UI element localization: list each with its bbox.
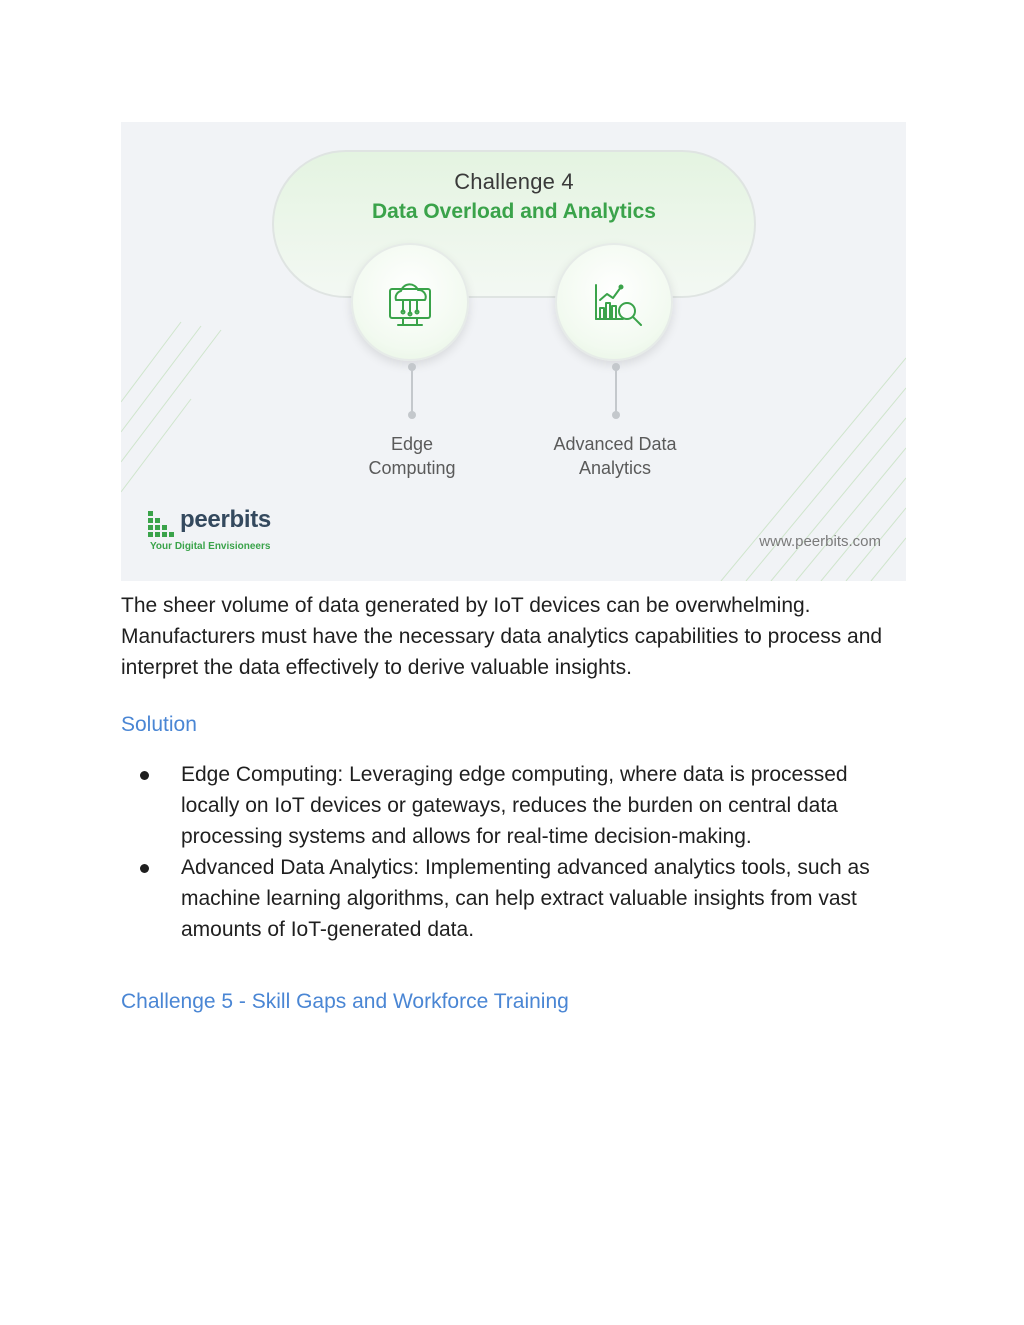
logo-tagline: Your Digital Envisioneers: [150, 541, 271, 552]
advanced-analytics-circle: [555, 243, 673, 361]
connector-edge: [407, 362, 417, 422]
chart-magnifier-icon: [557, 245, 671, 359]
caption-line: Advanced Data: [553, 434, 677, 454]
caption-line: Computing: [368, 458, 456, 478]
logo-mark-icon: [148, 511, 176, 537]
caption-line: Analytics: [578, 458, 652, 478]
website-url: www.peerbits.com: [759, 533, 881, 550]
challenge-label: Challenge 4: [454, 169, 574, 194]
challenge-title: Data Overload and Analytics: [372, 200, 656, 223]
list-item-text: Advanced Data Analytics: Implementing advanced analytics tools, such as machine learning algorithms, can help extract valuable insights from vast amounts of IoT-generated data.: [181, 856, 870, 941]
list-item-text: Edge Computing: Leveraging edge computing, where data is processed locally on IoT devices or gateways, reduces the burden on central data processing systems and allows for real-time decision-making.: [181, 763, 848, 848]
bullet-dot: [140, 771, 149, 780]
peerbits-logo: [148, 508, 308, 558]
list-item: [121, 759, 911, 852]
solution-heading: Solution: [121, 713, 197, 736]
intro-paragraph: The sheer volume of data generated by IoT devices can be overwhelming. Manufacturers must have the necessary data analytics capabilities to process and interpret the data effectively to derive valuable insights.: [121, 594, 883, 679]
advanced-analytics-caption: [525, 432, 705, 480]
cloud-monitor-icon: [353, 245, 467, 359]
challenge-figure: [121, 122, 906, 581]
logo-name: peerbits: [180, 506, 271, 533]
next-challenge-heading: Challenge 5 - Skill Gaps and Workforce Training: [121, 990, 569, 1013]
connector-analytics: [611, 362, 621, 422]
edge-computing-circle: [351, 243, 469, 361]
bullet-dot: [140, 864, 149, 873]
solution-list: [121, 759, 911, 945]
list-item: [121, 852, 911, 945]
edge-computing-caption: [322, 432, 502, 480]
caption-line: Edge: [390, 434, 434, 454]
